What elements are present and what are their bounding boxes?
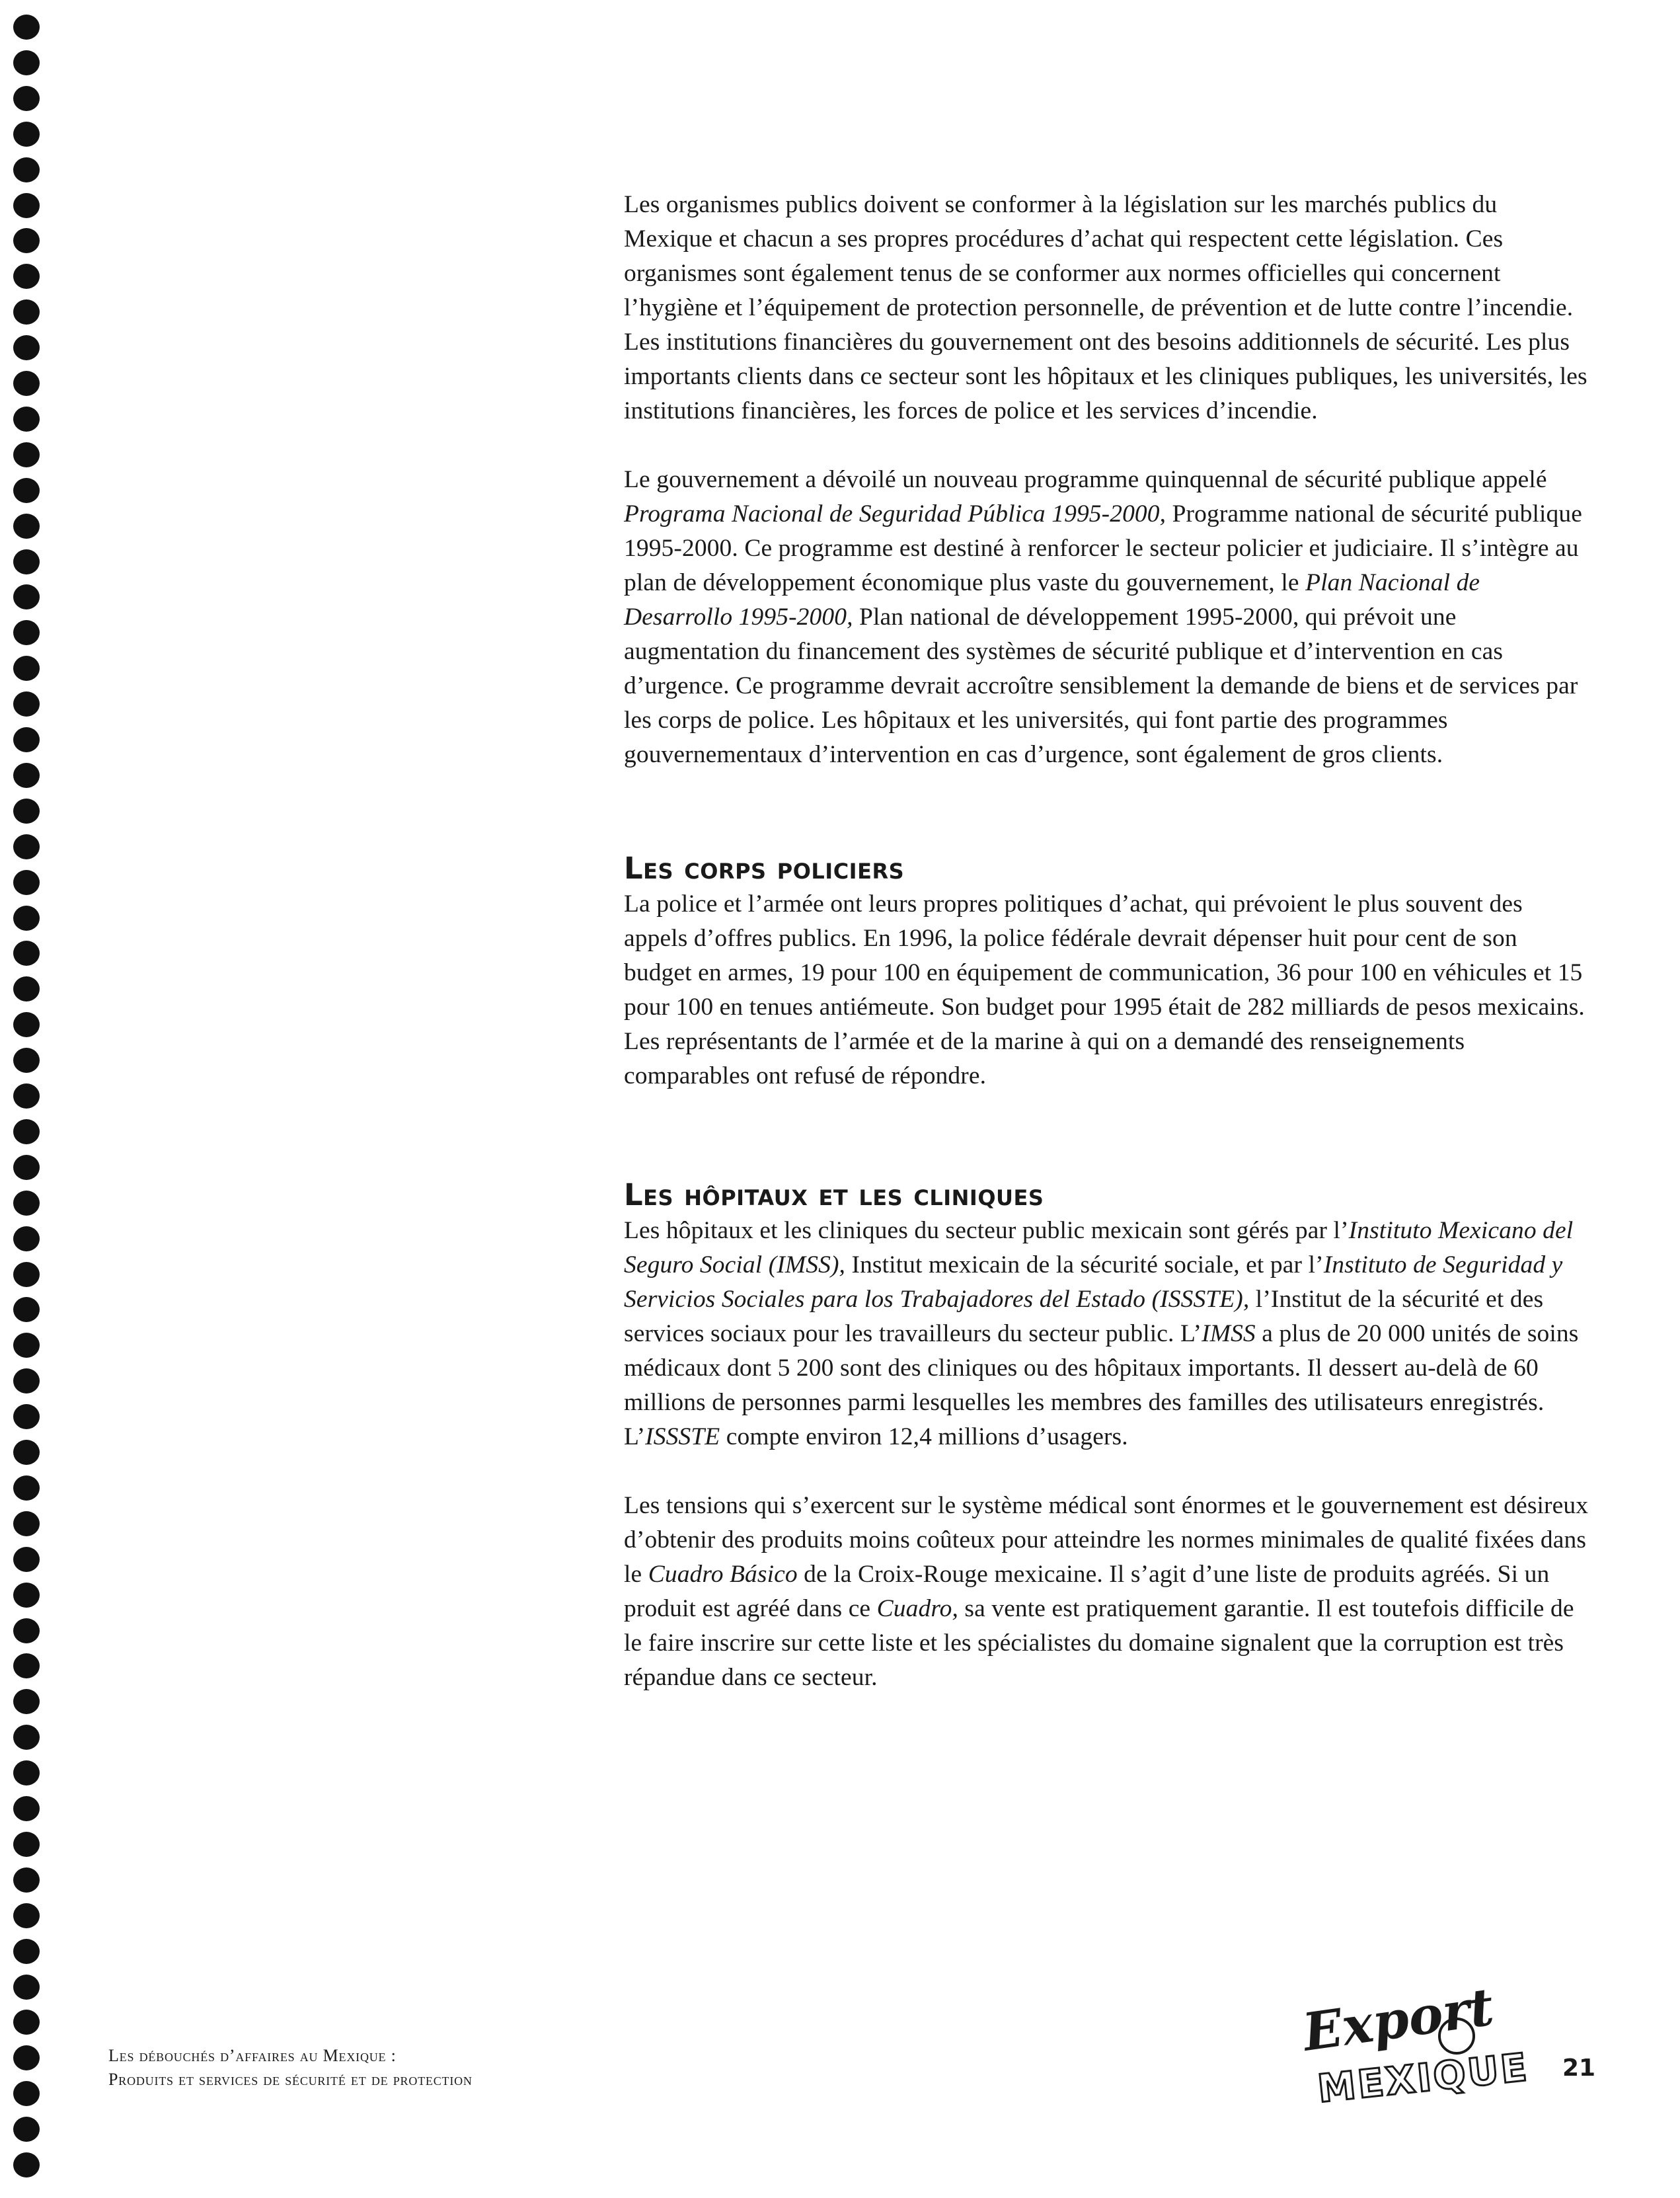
binding-hole [13, 50, 40, 75]
paragraph-medical-system [624, 1489, 1589, 1695]
italic-run: Cuadro, [876, 1595, 958, 1622]
text-run: a plus de 20 000 unités de soins médicaux dont 5 200 sont des cliniques ou des hôpitaux importants. Il dessert au-delà de 60 millions de personnes parmi lesquelles les membres des familles des utilisateurs enregistrés. L’ [624, 1320, 1579, 1450]
binding-hole [13, 1333, 40, 1358]
binding-hole [13, 1653, 40, 1678]
binding-hole [13, 1404, 40, 1429]
binding-hole [13, 834, 40, 859]
binding-hole [13, 1760, 40, 1786]
binding-hole [13, 941, 40, 966]
binding-hole [13, 2045, 40, 2070]
text-run: compte environ 12,4 millions d’usagers. [720, 1423, 1128, 1450]
binding-hole [13, 1832, 40, 1857]
text-run: Les tensions qui s’exercent sur le système médical sont énormes et le gouvernement est désireux d’obtenir des produits moins coûteux pour atteindre les normes minimales de qualité fixées dans le [624, 1492, 1589, 1588]
binding-hole [13, 976, 40, 1001]
binding-hole [13, 620, 40, 645]
binding-hole [13, 371, 40, 396]
binding-hole [13, 122, 40, 147]
binding-hole [13, 1155, 40, 1180]
page-content [624, 188, 1589, 1695]
binding-hole [13, 763, 40, 788]
binding-hole [13, 2152, 40, 2178]
italic-run: Plan Nacional de Desarrollo 1995-2000, [624, 569, 1480, 631]
binding-hole [13, 1796, 40, 1821]
binding-holes [13, 15, 40, 2189]
binding-hole [13, 1368, 40, 1393]
binding-hole [13, 1119, 40, 1144]
binding-hole [13, 1975, 40, 2000]
binding-hole [13, 799, 40, 824]
text-run: Programme national de sécurité publique 1995-2000. Ce programme est destiné à renforcer le secteur policier et judiciaire. Il s’intègre au plan de développement économique plus vaste du gouvernement, le [624, 500, 1582, 596]
logo-export-text: Export [1299, 1977, 1498, 2063]
text-run: Institut mexicain de la sécurité sociale, et par l’ [845, 1251, 1324, 1278]
page-number: 21 [1562, 2055, 1596, 2082]
export-mexique-logo [1299, 1977, 1531, 2123]
binding-hole [13, 335, 40, 360]
binding-hole [13, 1191, 40, 1216]
heading-police: Les corps policiers [624, 851, 905, 886]
binding-hole [13, 1867, 40, 1893]
binding-hole [13, 584, 40, 609]
binding-hole [13, 1618, 40, 1643]
binding-hole [13, 442, 40, 467]
text-run: l’Institut de la sécurité et des services sociaux pour les travailleurs du secteur public. L’ [624, 1286, 1544, 1347]
italic-run: Instituto Mexicano del Seguro Social (IMSS), [624, 1217, 1574, 1278]
binding-hole [13, 870, 40, 895]
binding-hole [13, 1226, 40, 1251]
binding-hole [13, 1939, 40, 1964]
binding-hole [13, 2010, 40, 2035]
binding-hole [13, 407, 40, 432]
binding-hole [13, 1083, 40, 1109]
binding-hole [13, 1511, 40, 1536]
binding-hole [13, 1262, 40, 1287]
paragraph-public-bodies: Les organismes publics doivent se conformer à la législation sur les marchés publics du Mexique et chacun a ses propres procédures d’achat qui respectent cette législation. Ces organismes sont également tenus de se conformer aux normes officielles qui concernent l’hygiène et l’équipement de protection personnelle, de prévention et de lutte contre l’incendie. Les institutions financières du gouvernement ont des besoins additionnels de sécurité. Les plus importants clients dans ce secteur sont les hôpitaux et les cliniques publiques, les universités, les institutions financières, les forces de police et les services d’incendie. [624, 191, 1587, 424]
binding-hole [13, 193, 40, 218]
binding-hole [13, 514, 40, 539]
binding-hole [13, 691, 40, 717]
binding-hole [13, 1048, 40, 1073]
italic-run: Instituto de Seguridad y Servicios Sociales para los Trabajadores del Estado (ISSSTE), [624, 1251, 1563, 1313]
text-run: Les hôpitaux et les cliniques du secteur public mexicain sont gérés par l’ [624, 1217, 1349, 1244]
logo-mexique-text: MEXIQUE [1315, 2044, 1531, 2111]
binding-hole [13, 1689, 40, 1714]
paragraph-police: La police et l’armée ont leurs propres politiques d’achat, qui prévoient le plus souvent des appels d’offres publics. En 1996, la police fédérale devrait dépenser huit pour cent de son budget en armes, 19 pour 100 en équipement de communication, 36 pour 100 en véhicules et 15 pour 100 en tenues antiémeute. Son budget pour 1995 était de 282 milliards de pesos mexicains. Les représentants de l’armée et de la marine à qui on a demandé des renseignements comparables ont refusé de répondre. [624, 890, 1585, 1089]
binding-hole [13, 1903, 40, 1928]
binding-hole [13, 1547, 40, 1572]
text-run: sa vente est pratiquement garantie. Il est toutefois difficile de le faire inscrire sur cette liste et les spécialistes du domaine signalent que la corruption est très répandue dans ce secteur. [624, 1595, 1574, 1691]
binding-hole [13, 1725, 40, 1750]
footer-title [108, 2044, 473, 2092]
footer-line-2: Produits et services de sécurité et de protection [108, 2070, 473, 2089]
binding-hole [13, 299, 40, 325]
text-run: Plan national de développement 1995-2000, qui prévoit une augmentation du financement des systèmes de sécurité publique et d’intervention en cas d’urgence. Ce programme devrait accroître sensiblement la demande de biens et de services par les corps de police. Les hôpitaux et les universités, qui font partie des programmes gouvernementaux d’intervention en cas d’urgence, sont également de gros clients. [624, 604, 1578, 768]
binding-hole [13, 2081, 40, 2106]
italic-run: IMSS [1202, 1320, 1256, 1347]
italic-run: Cuadro Básico [648, 1561, 798, 1588]
binding-hole [13, 549, 40, 574]
binding-hole [13, 1012, 40, 1037]
binding-hole [13, 15, 40, 40]
paragraph-security-program [624, 463, 1589, 772]
binding-hole [13, 727, 40, 752]
binding-hole [13, 228, 40, 253]
binding-hole [13, 2117, 40, 2142]
binding-hole [13, 478, 40, 503]
italic-run: ISSSTE [645, 1423, 720, 1450]
binding-hole [13, 1475, 40, 1501]
binding-hole [13, 1297, 40, 1322]
binding-hole [13, 906, 40, 931]
binding-hole [13, 656, 40, 681]
footer-line-1: Les débouchés d’affaires au Mexique : [108, 2046, 397, 2065]
paragraph-hospitals [624, 1214, 1589, 1454]
text-run: de la Croix-Rouge mexicaine. Il s’agit d’une liste de produits agréés. Si un produit est agréé dans ce [624, 1561, 1550, 1622]
binding-hole [13, 1583, 40, 1608]
heading-hospitals: Les hôpitaux et les cliniques [624, 1177, 1044, 1212]
binding-hole [13, 157, 40, 182]
text-run: Le gouvernement a dévoilé un nouveau programme quinquennal de sécurité publique appelé [624, 466, 1547, 493]
binding-hole [13, 1440, 40, 1465]
binding-hole [13, 86, 40, 111]
binding-hole [13, 264, 40, 289]
italic-run: Programa Nacional de Seguridad Pública 1995-2000, [624, 500, 1166, 528]
